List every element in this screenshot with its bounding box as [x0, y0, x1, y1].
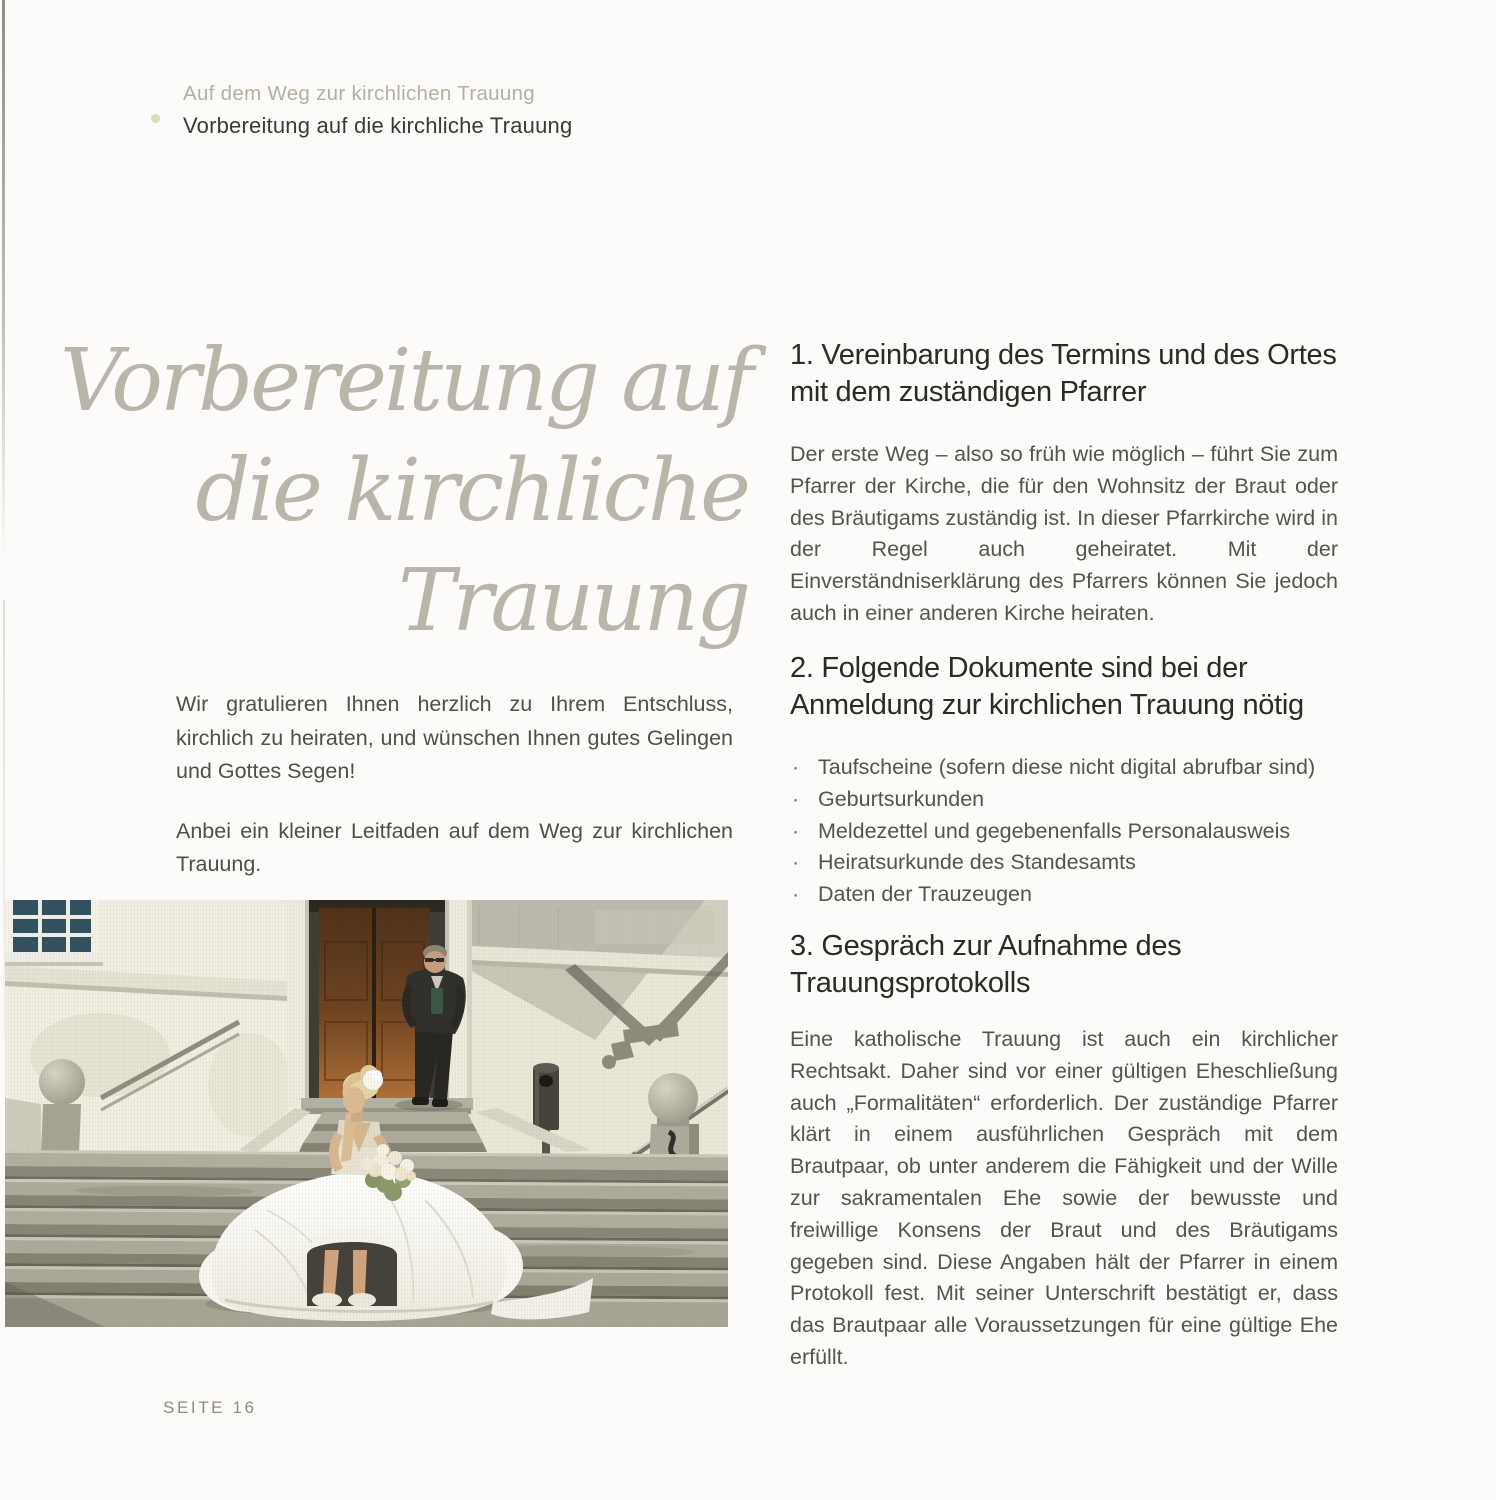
list-item: · Geburtsurkunden	[790, 784, 1338, 816]
list-item: · Meldezettel und gegebenenfalls Personalausweis	[790, 816, 1338, 848]
page-title-line3: Trauung	[398, 551, 748, 651]
section-3-body: Eine katholische Trauung ist auch ein kirchlicher Rechtsakt. Daher sind vor einer gültigen Eheschließung auch „Formalitäten“ erforderlich. Der zuständige Pfarrer klärt in einem ausführlichen Gespräch mit dem Brautpaar, ob unter anderem die Fähigkeit und der Wille zur sakramentalen Ehe sowie der bewusste und freiwillige Konsens der Braut und des Bräutigams gegeben sind. Diese Angaben hält der Pfarrer in einem Protokoll fest. Mit seiner Unterschrift bestätigt er, dass das Brautpaar alle Voraussetzungen für eine gültige Ehe erfüllt.	[790, 1027, 1338, 1369]
intro-text	[176, 688, 733, 882]
scan-edge-artifact	[2, 0, 5, 560]
document-list	[790, 752, 1338, 911]
intro-paragraph-2: Anbei ein kleiner Leitfaden auf dem Weg zur kirchlichen Trauung.	[176, 818, 733, 876]
section-1-body: Der erste Weg – also so früh wie möglich – führt Sie zum Pfarrer der Kirche, die für den Wohnsitz der Braut oder des Bräutigams zuständig ist. In dieser Pfarrkirche wird in der Regel auch geheiratet. Mit der Einverständniserklärung des Pfarrers können Sie jedoch auch in einer anderen Kirche heiraten.	[790, 442, 1338, 625]
list-item: · Heiratsurkunde des Standesamts	[790, 847, 1338, 879]
page-number: SEITE 16	[163, 1398, 257, 1417]
breadcrumb-line1: Auf dem Weg zur kirchlichen Trauung	[183, 82, 535, 105]
list-item: · Taufscheine (sofern diese nicht digital abrufbar sind)	[790, 752, 1338, 784]
page-title-line2: die kirchliche	[195, 441, 748, 541]
breadcrumb-line2: Vorbereitung auf die kirchliche Trauung	[183, 113, 573, 138]
breadcrumb	[183, 78, 572, 143]
wedding-photo	[5, 900, 728, 1327]
wedding-photo-illustration	[5, 900, 728, 1327]
section-marker-dot	[151, 114, 160, 123]
section-3-heading: 3. Gespräch zur Aufnahme des Trauungsprotokolls	[790, 930, 1182, 999]
section-2-heading: 2. Folgende Dokumente sind bei der Anmeldung zur kirchlichen Trauung nötig	[790, 652, 1304, 721]
section-termin	[790, 337, 1338, 630]
intro-paragraph-1: Wir gratulieren Ihnen herzlich zu Ihrem Entschluss, kirchlich zu heiraten, und wünschen Ihnen gutes Gelingen und Gottes Segen!	[176, 692, 733, 783]
list-item: · Daten der Trauzeugen	[790, 879, 1338, 911]
section-gespraech	[790, 928, 1338, 1374]
section-1-heading: 1. Vereinbarung des Termins und des Ortes mit dem zuständigen Pfarrer	[790, 339, 1337, 408]
page-title-line1: Vorbereitung auf	[60, 331, 751, 431]
window	[5, 900, 103, 966]
page-title-script	[60, 326, 751, 656]
section-dokumente	[790, 650, 1338, 911]
